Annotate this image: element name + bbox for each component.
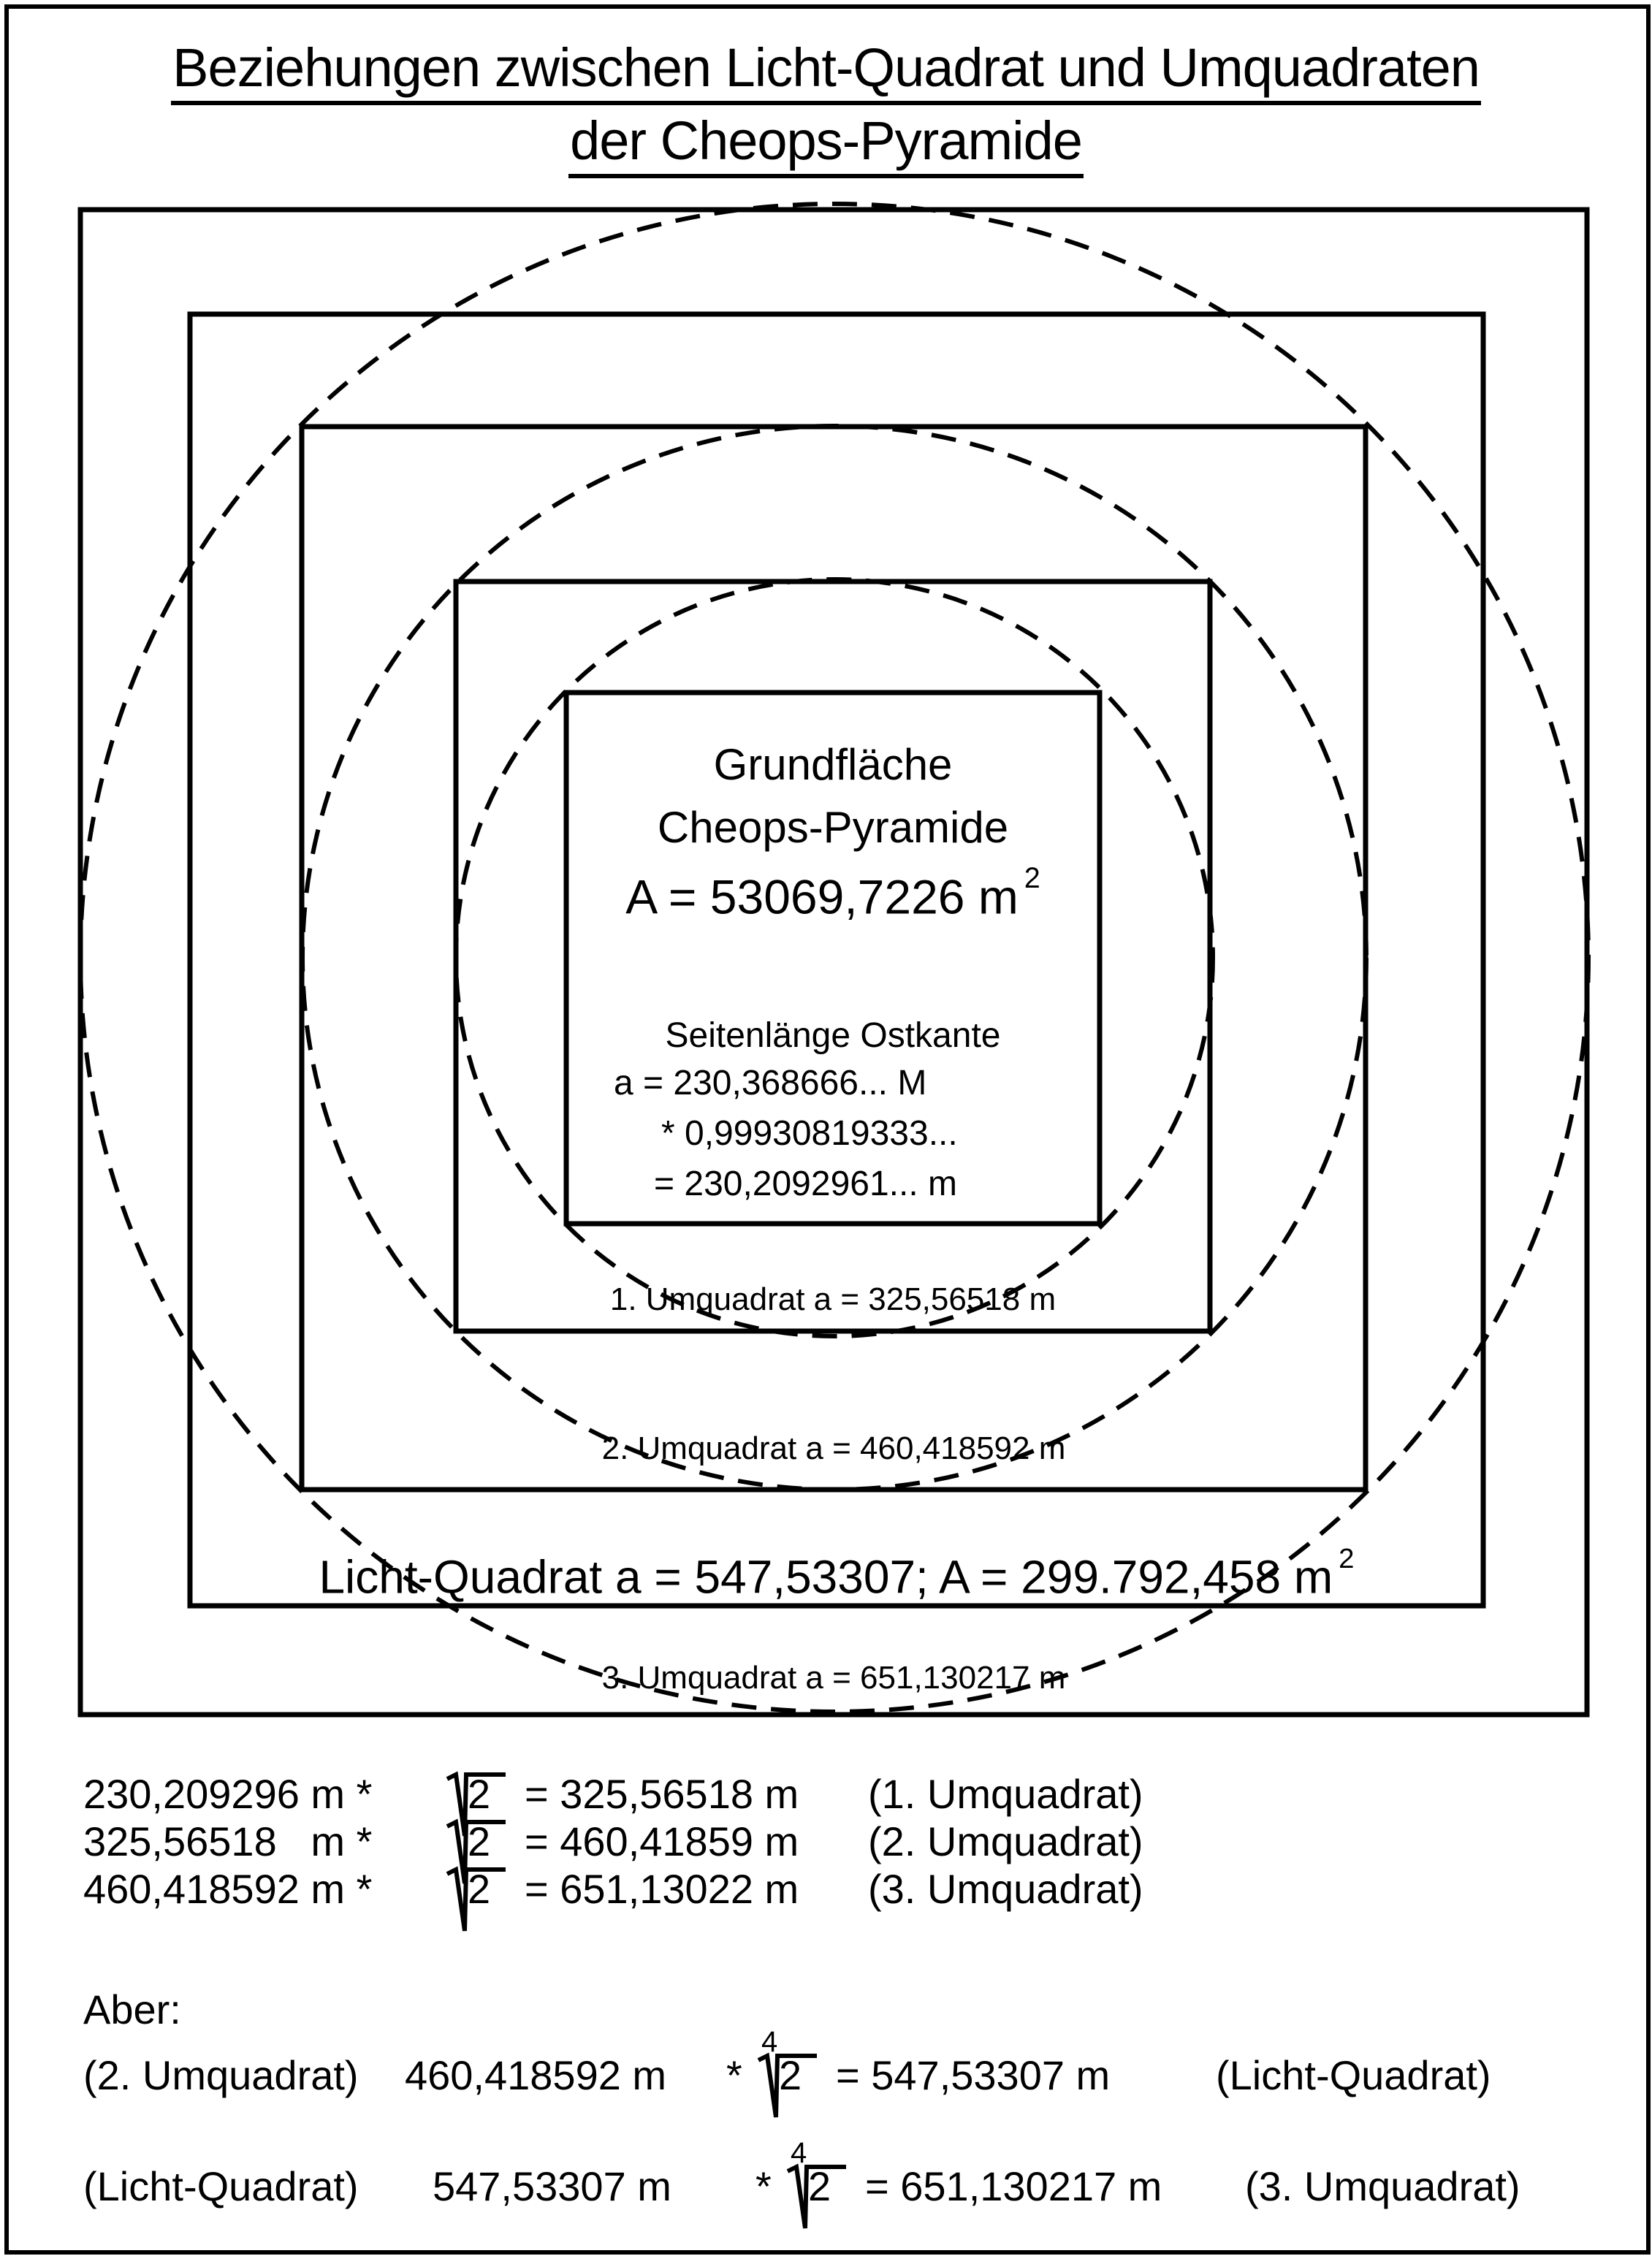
aber-lhs: 460,418592 m: [405, 2052, 667, 2098]
umquadrat-3-circle: [80, 204, 1588, 1712]
base-side-heading: Seitenlänge Ostkante: [665, 1016, 1001, 1055]
licht-quadrat-label: Licht-Quadrat a = 547,53307; A = 299.792,458 m $^2$: [319, 1543, 1355, 1604]
formula-line-1: [83, 1772, 1143, 1817]
aber-prefix: (Licht-Quadrat): [83, 2163, 359, 2209]
fourth-root-symbol: 4 2: [755, 2053, 818, 2098]
aber-line-1: [83, 2026, 1491, 2098]
formula-rhs: = 651,13022 m: [525, 1866, 799, 1912]
umquadrat-2-label: 2. Umquadrat a = 460,418592 m: [601, 1430, 1066, 1466]
base-label-line-1: Grundfläche: [713, 740, 953, 789]
licht-quadrat-square: [190, 314, 1483, 1606]
formula-line-3: [83, 1867, 1143, 1912]
title-line-2: der Cheops-Pyramide: [0, 108, 1652, 174]
aber-prefix: (2. Umquadrat): [83, 2052, 359, 2098]
base-area: A = 53069,7226 m $^2$: [625, 862, 1040, 924]
base-side-value: a = 230,368666... M: [614, 1064, 927, 1102]
aber-star: *: [726, 2052, 742, 2098]
base-label-line-2: Cheops-Pyramide: [657, 803, 1009, 852]
aber-rhs: = 547,53307 m: [836, 2052, 1111, 2098]
sqrt-symbol: 2: [444, 1867, 507, 1912]
sqrt-symbol: 2: [444, 1819, 507, 1864]
aber-rhs: = 651,130217 m: [865, 2163, 1162, 2209]
formula-rhs: = 460,41859 m: [525, 1818, 799, 1864]
aber-note: (3. Umquadrat): [1245, 2163, 1520, 2209]
formula-lhs: 325,56518 m *: [83, 1818, 373, 1864]
formula-lhs: 460,418592 m *: [83, 1866, 373, 1912]
fourth-root-symbol: 4 2: [785, 2164, 848, 2209]
aber-line-2: [83, 2137, 1520, 2209]
formula-note: (2. Umquadrat): [868, 1818, 1143, 1864]
formula-rhs: = 325,56518 m: [525, 1771, 799, 1817]
umquadrat-1-label: 1. Umquadrat a = 325,56518 m: [609, 1281, 1057, 1317]
aber-lhs: 547,53307 m: [433, 2163, 671, 2209]
formula-note: (3. Umquadrat): [868, 1866, 1143, 1912]
umquadrat-3-label: 3. Umquadrat a = 651,130217 m: [601, 1660, 1066, 1696]
formula-note: (1. Umquadrat): [868, 1771, 1143, 1817]
formula-lhs: 230,209296 m *: [83, 1771, 373, 1817]
formula-line-2: [83, 1819, 1143, 1864]
aber-star: *: [755, 2163, 772, 2209]
title-line-1: Beziehungen zwischen Licht-Quadrat und Umquadraten: [0, 35, 1652, 101]
aber-heading: Aber:: [83, 1986, 181, 2032]
sqrt-symbol: 2: [444, 1772, 507, 1817]
aber-note: (Licht-Quadrat): [1216, 2052, 1491, 2098]
base-side-result: = 230,2092961... m: [654, 1165, 957, 1203]
base-side-factor: * 0,99930819333...: [661, 1114, 958, 1153]
